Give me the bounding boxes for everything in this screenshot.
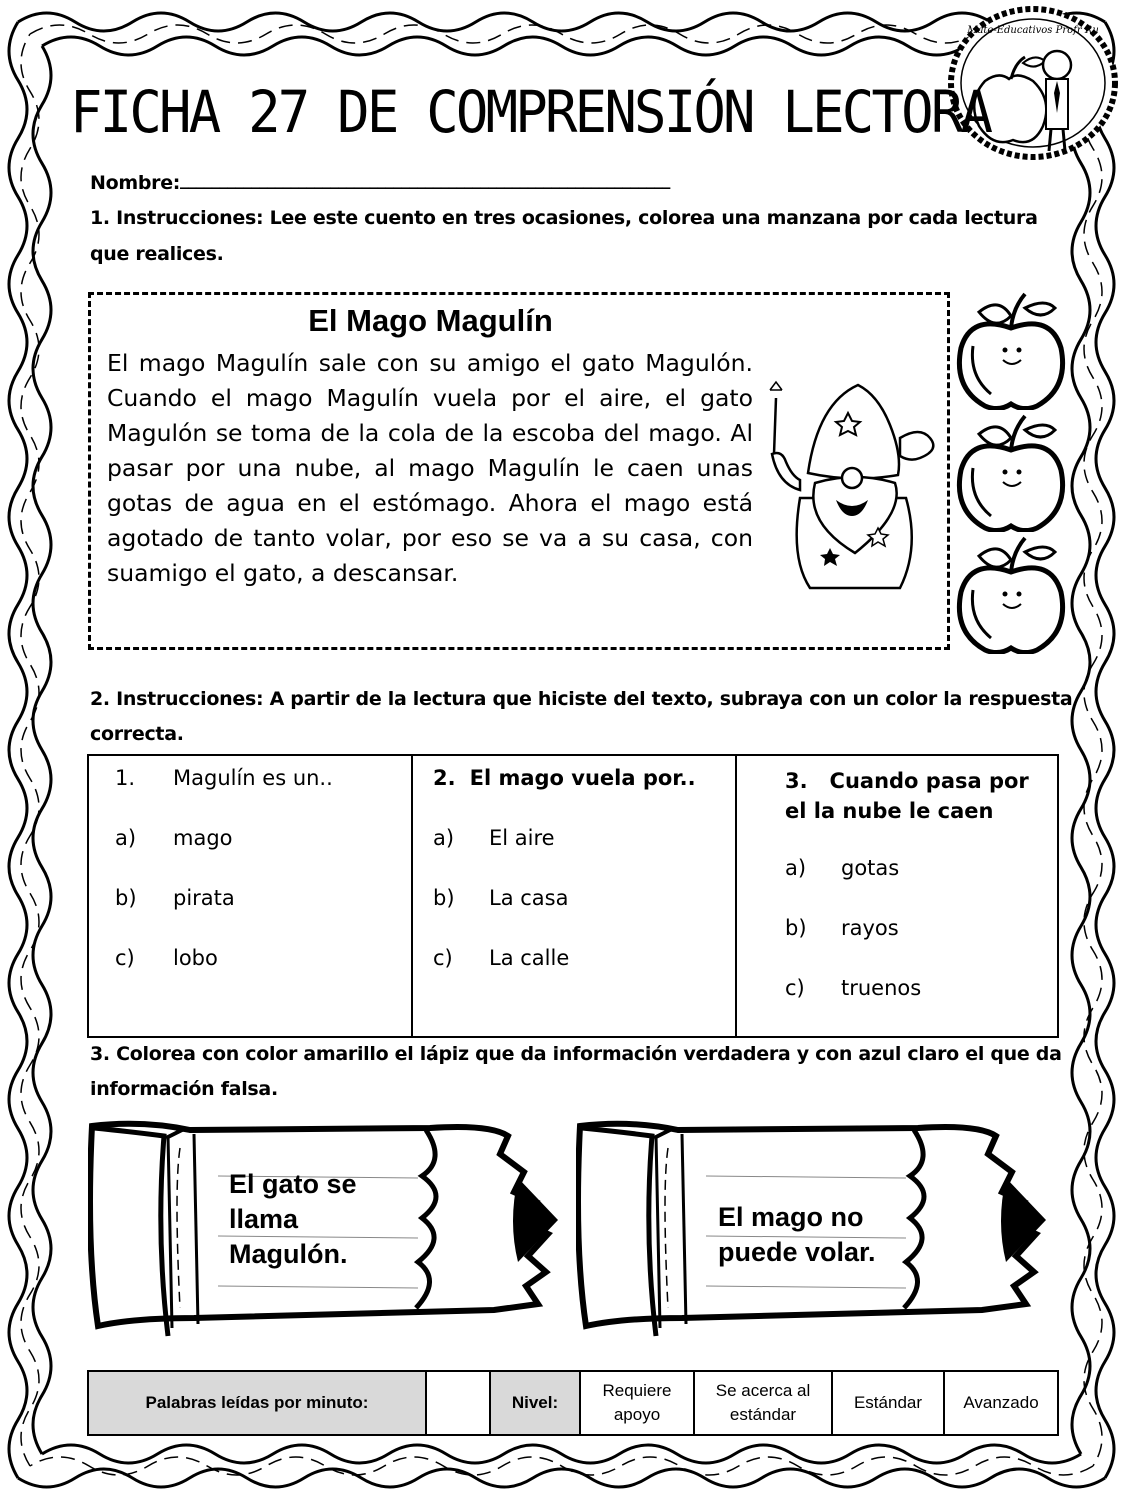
apple-icon[interactable] — [955, 532, 1067, 654]
level-option[interactable]: Estándar — [832, 1371, 944, 1435]
question-number: 2. — [433, 766, 456, 790]
apple-icon[interactable] — [955, 410, 1067, 532]
level-option[interactable]: Se acerca al estándar — [694, 1371, 832, 1435]
answer-option[interactable]: a) mago — [115, 826, 233, 850]
answer-option[interactable]: b) rayos — [785, 916, 899, 940]
question-text: 3. Cuando pasa por el la nube le caen — [785, 769, 1029, 823]
story-title: El Mago Magulín — [308, 303, 553, 338]
level-label: Nivel: — [490, 1371, 580, 1435]
instruction-1: 1. Instrucciones: Lee este cuento en tres ocasiones, colorea una manzana por cada lectura — [90, 207, 1038, 229]
question-3 — [736, 755, 1058, 1037]
pencil-1-text: El gato se llama Magulón. — [229, 1169, 357, 1269]
question-text: Magulín es un.. — [173, 766, 333, 790]
answer-option[interactable]: a) gotas — [785, 856, 900, 880]
answer-option[interactable]: c) lobo — [115, 946, 218, 970]
pencil-2-text: El mago no puede volar. — [718, 1202, 876, 1267]
question-2 — [412, 755, 736, 1037]
svg-text:Mate-Educativos Profr Ru: Mate-Educativos Profr Ru — [967, 25, 1099, 36]
instruction-2-cont: correcta. — [90, 723, 184, 745]
instruction-1-cont: que realices. — [90, 243, 224, 265]
level-option[interactable]: Avanzado — [944, 1371, 1058, 1435]
answer-option[interactable]: b) La casa — [433, 886, 569, 910]
level-option[interactable]: Requiere apoyo — [580, 1371, 694, 1435]
question-number: 1. — [115, 766, 136, 790]
question-1 — [88, 755, 412, 1037]
page-title: FICHA 27 DE COMPRENSIÓN LECTORA — [70, 78, 991, 146]
answer-option[interactable]: b) pirata — [115, 886, 235, 910]
quiz-table — [87, 754, 1059, 1038]
instruction-3: 3. Colorea con color amarillo el lápiz que da información verdadera y con azul claro el que da — [90, 1043, 1062, 1065]
answer-option[interactable]: c) truenos — [785, 976, 922, 1000]
answer-option[interactable]: a) El aire — [433, 826, 555, 850]
name-label: Nombre: — [90, 172, 181, 194]
name-input-line[interactable]: ______________________________________________________________ — [180, 170, 670, 190]
reading-level-table — [87, 1370, 1059, 1436]
instruction-3-cont: información falsa. — [90, 1078, 278, 1100]
apple-icon[interactable] — [955, 288, 1067, 410]
story-text: El mago Magulín sale con su amigo el gato Magulón. Cuando el mago Magulín vuela por el aire, el gato Magulón se toma de la cola de la escoba del mago. Al pasar por una nube, al mago Magulín le caen unas gotas de agua en el estómago. Ahora el mago está agotado de tanto volar, por eso se va a su casa, con suamigo el gato, a descansar. — [107, 349, 753, 587]
question-text: El mago vuela por.. — [469, 766, 696, 790]
instruction-2: 2. Instrucciones: A partir de la lectura que hiciste del texto, subraya con un color la respuesta — [90, 688, 1073, 710]
words-per-minute-label: Palabras leídas por minuto: — [88, 1371, 426, 1435]
answer-option[interactable]: c) La calle — [433, 946, 570, 970]
wizard-illustration — [760, 378, 942, 593]
words-per-minute-value[interactable] — [426, 1371, 490, 1435]
